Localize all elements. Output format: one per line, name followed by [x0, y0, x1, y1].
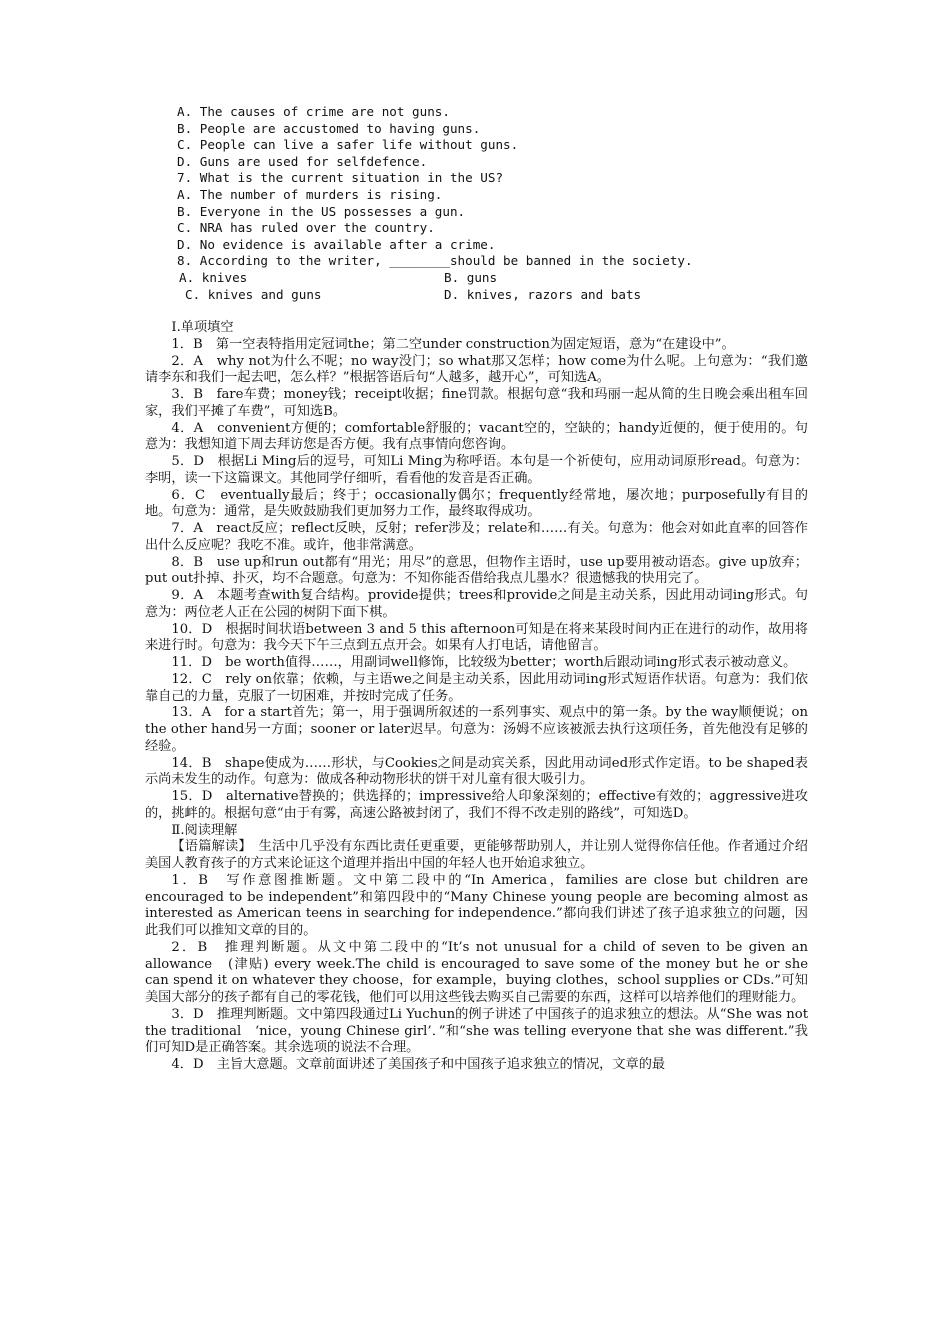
q8-option-a: A. knives	[179, 269, 248, 285]
answer-15: 15．D alternative替换的；供选择的；impressive给人印象深刻的；effective有效的；aggressive进攻的，挑衅的。根据句意“由于有雾，高速公路被封闭了，我们不得不改走别的路线”，可知选D。	[145, 789, 808, 821]
q6-option-d: D. Guns are used for selfdefence.	[177, 153, 428, 169]
answer-13: 13．A for a start首先；第一，用于强调所叙述的一系列事实、观点中的第一条。by the way顺便说；on the other hand另一方面；sooner or later迟早。句意为：汤姆不应该被派去执行这项任务，首先他没有足够的经验。	[145, 705, 808, 754]
q8-stem: 8. According to the writer, ________should be banned in the society.	[177, 253, 693, 269]
answer-14: 14．B shape使成为……形状，与Cookies之间是动宾关系，因此用动词ed形式作定语。to be shaped表示尚未发生的动作。句意为：做成各种动物形状的饼干对儿童有很大吸引力。	[145, 755, 808, 788]
q7-option-d: D. No evidence is available after a crime.	[177, 236, 496, 252]
answer-3: 3．B fare车费；money钱；receipt收据；fine罚款。根据句意“我和玛丽一起从简的生日晚会乘出租车回家，我们平摊了车费”，可知选B。	[145, 387, 808, 419]
q8-options-row-2	[177, 287, 817, 304]
answer-1: 1．B 第一空表特指用定冠词the；第二空under construction为固定短语，意为“在建设中”。	[171, 336, 735, 352]
answer-2: 2．A why not为什么不呢；no way没门；so what那又怎样；how come为什么呢。上句意为：“我们邀请李东和我们一起去吧，怎么样？”根据答语后句“人越多，越开心”，可知选A。	[145, 353, 808, 386]
q6-option-c: C. People can live a safer life without guns.	[177, 137, 519, 153]
reading-answer-3: 3．D 推理判断题。文中第四段通过Li Yuchun的例子讲述了中国孩子的追求独立的想法。从“She was not the traditional ‘nice，young Chinese girl’．”和“she was telling everyone that she was different.”我们可知D是正确答案。其余选项的说法不合理。	[145, 1006, 808, 1056]
section-title-reading: Ⅱ.阅读理解	[171, 822, 238, 838]
q7-stem: 7. What is the current situation in the US?	[177, 170, 504, 186]
answer-8: 8．B use up和run out都有“用光；用尽”的意思，但物作主语时，use up要用被动语态。give up放弃；put out扑掉、扑灭，均不合题意。句意为：不知你能否借给我点儿墨水？很遗憾我的快用完了。	[145, 554, 808, 587]
reading-answer-2: 2．B 推理判断题。从文中第二段中的“It’s not unusual for a child of seven to be given an allowance (津贴) every week.The child is encouraged to save some of the money but he or she can spend it on whatever they choose，for example，buying clothes，school supplies or CDs.”可知美国大部分的孩子都有自己的零花钱，他们可以用这些钱去购买自己需要的东西，这样可以培养他们的理财能力。	[145, 939, 808, 1005]
answer-12: 12．C rely on依靠；依赖，与主语we之间是主动关系，因此用动词ing形式短语作状语。句意为：我们依靠自己的力量，克服了一切困难，并按时完成了任务。	[145, 671, 808, 704]
answer-4: 4．A convenient方便的；comfortable舒服的；vacant空的，空缺的；handy近便的，便于使用的。句意为：我想知道下周去拜访您是否方便。我有点事情向您咨询。	[145, 420, 808, 453]
q7-option-a: A. The number of murders is rising.	[177, 186, 443, 202]
reading-answer-1: 1．B 写作意图推断题。文中第二段中的“In America，families are close but children are encouraged to be independent”和第四段中的“Many Chinese young people are becoming almost as interested as American teens in searching for independence.”都向我们讲述了孩子追求独立的问题，因此我们可以推知文章的目的。	[145, 872, 808, 938]
q8-option-d: D. knives, razors and bats	[444, 286, 642, 302]
q6-option-b: B. People are accustomed to having guns.	[177, 120, 481, 136]
reading-answer-4: 4．D 主旨大意题。文章前面讲述了美国孩子和中国孩子追求独立的情况，文章的最	[171, 1057, 666, 1072]
q7-option-c: C. NRA has ruled over the country.	[177, 220, 435, 236]
q8-options-row-1	[177, 270, 817, 287]
answer-6: 6．C eventually最后；终于；occasionally偶尔；frequently经常地，屡次地；purposefully有目的地。句意为：通常，是失败鼓励我们更加努力工作，最终取得成功。	[145, 487, 808, 520]
q8-option-c: C. knives and guns	[185, 286, 322, 302]
reading-summary: 【语篇解读】 生活中几乎没有东西比责任更重要，更能够帮助别人，并让别人觉得你信任他。作者通过介绍美国人教育孩子的方式来论证这个道理并指出中国的年轻人也开始追求独立。	[145, 839, 808, 871]
answer-11: 11．D be worth值得……，用副词well修饰，比较级为better；worth后跟动词ing形式表示被动意义。	[171, 655, 797, 670]
answer-7: 7．A react反应；reflect反映，反射；refer涉及；relate和……有关。句意为：他会对如此直率的回答作出什么反应呢？我吃不准。或许，他非常满意。	[145, 521, 808, 553]
q8-option-b: B. guns	[444, 269, 498, 285]
answer-key	[145, 320, 808, 1074]
q7-option-b: B. Everyone in the US possesses a gun.	[177, 203, 466, 219]
q6-option-a: A. The causes of crime are not guns.	[177, 104, 450, 119]
answer-10: 10．D 根据时间状语between 3 and 5 this afternoon可知是在将来某段时间内正在进行的动作，故用将来进行时。句意为：我今天下午三点到五点开会。如果有人打电话，请他留言。	[145, 621, 808, 654]
question-options-block	[177, 104, 817, 303]
answer-9: 9．A 本题考查with复合结构。provide提供；trees和provide之间是主动关系，因此用动词ing形式。句意为：两位老人正在公园的树阴下面下棋。	[145, 588, 808, 620]
section-title-single-choice: Ⅰ.单项填空	[171, 320, 234, 335]
answer-5: 5．D 根据Li Ming后的逗号，可知Li Ming为称呼语。本句是一个祈使句，应用动词原形read。句意为：李明，读一下这篇课文。其他同学仔细听，看看他的发音是否正确。	[145, 454, 808, 486]
